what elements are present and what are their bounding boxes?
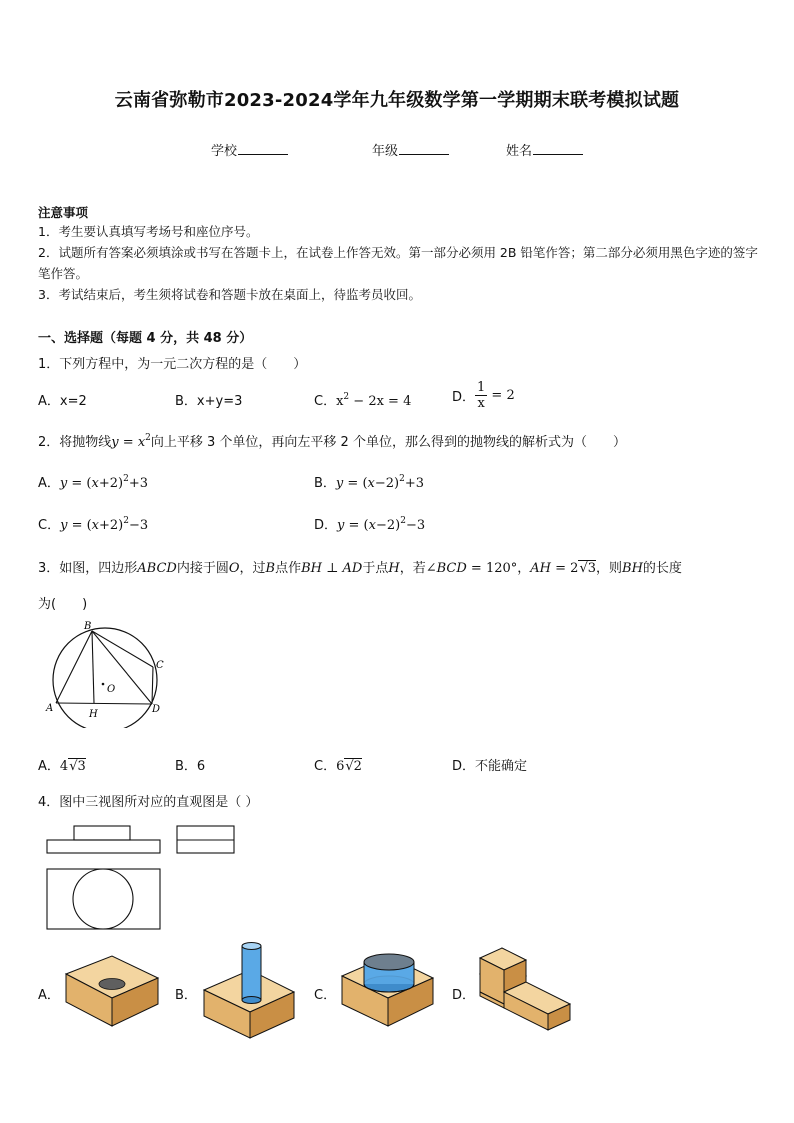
q4-option-d-figure [476, 944, 576, 1032]
q1-option-b: B．x+y=3 [175, 394, 243, 409]
question-3-stem: 3．如图，四边形ABCD内接于圆O，过B点作BH ⊥ AD于点H，若∠BCD = 120°，AH = 2√3，则BH的长度 [38, 561, 682, 576]
q4-option-a-figure [62, 952, 164, 1032]
q4-option-d-label: D． [452, 988, 476, 1003]
circle-quadrilateral-figure [40, 618, 170, 728]
q1-option-a: A．x=2 [38, 394, 87, 409]
q3-option-d: D．不能确定 [452, 759, 528, 774]
q4-option-c-label: C． [314, 988, 337, 1003]
label-O: O [107, 684, 116, 695]
q2-option-c: C．$y = (x+2)^2-3$ [38, 516, 149, 533]
q3-option-b: B．6 [175, 759, 206, 774]
q4-option-c-figure [338, 948, 438, 1030]
three-view-drawing [44, 824, 244, 932]
name-blank[interactable] [533, 142, 583, 155]
label-D: D [152, 704, 161, 715]
q3-option-a: A．4√3 [38, 759, 86, 774]
q4-option-b-figure [200, 940, 300, 1040]
question-4-stem: 4．图中三视图所对应的直观图是（ ） [38, 795, 259, 810]
exam-title: 云南省弥勒市2023-2024学年九年级数学第一学期期末联考模拟试题 [114, 90, 680, 111]
grade-blank[interactable] [399, 142, 449, 155]
q2-option-d: D．$y = (x-2)^2-3$ [314, 516, 426, 533]
q1-option-d: D． $\frac{1}{x}$ = 2 [452, 380, 515, 411]
note-1: 1．考生要认真填写考场号和座位序号。 [38, 224, 259, 239]
q3-option-c: C．6√2 [314, 759, 362, 774]
note-2: 2．试题所有答案必须填涂或书写在答题卡上，在试卷上作答无效。第一部分必须用 2B 铅笔作答；第二部分必须用黑色字迹的签字笔作答。 [38, 245, 758, 281]
notes-heading: 注意事项 [38, 205, 89, 220]
question-3-stem-cont: 为( ) [38, 597, 88, 612]
section-heading: 一、选择题（每题 4 分，共 48 分） [38, 331, 253, 346]
name-field: 姓名 [506, 140, 583, 159]
note-3: 3．考试结束后，考生须将试卷和答题卡放在桌面上，待监考员收回。 [38, 287, 421, 302]
q2-option-a: A．$y = (x+2)^2+3$ [38, 474, 148, 491]
q1-option-c: C．$x^2 - 2x = 4$ [314, 392, 412, 409]
q4-option-a-label: A． [38, 988, 60, 1003]
school-field: 学校 [211, 140, 288, 159]
school-blank[interactable] [238, 142, 288, 155]
question-1-stem: 1．下列方程中，为一元二次方程的是（ ） [38, 357, 307, 372]
q2-option-b: B．$y = (x-2)^2+3$ [314, 474, 425, 491]
label-A: A [46, 703, 54, 714]
grade-field: 年级 [372, 140, 449, 159]
label-C: C [156, 660, 164, 671]
question-2-stem: 2．将抛物线$y = x^2$向上平移 3 个单位，再向左平移 2 个单位，那么得到的抛物线的解析式为（ ） [38, 433, 626, 450]
label-H: H [89, 709, 98, 720]
q4-option-b-label: B． [175, 988, 197, 1003]
label-B: B [84, 621, 92, 632]
